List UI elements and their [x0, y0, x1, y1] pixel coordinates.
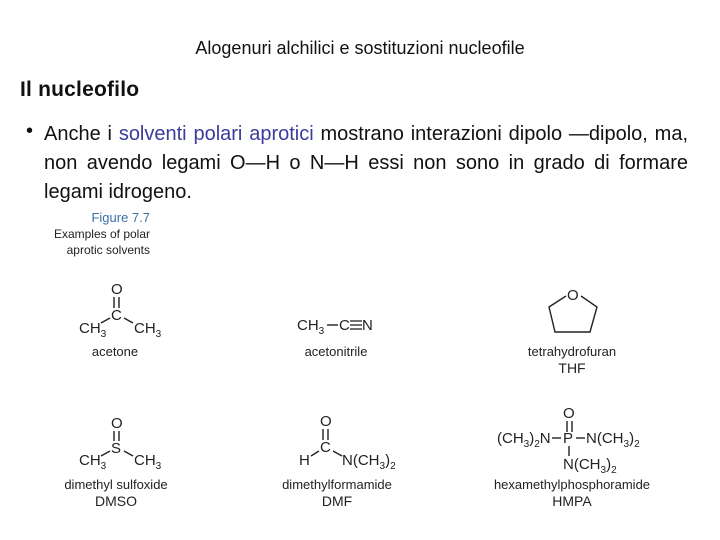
thf-abbreviation: THF — [558, 360, 586, 376]
section-heading: Il nucleofilo — [20, 78, 140, 101]
dmf-dimethylamino: $N(CH_3)_2$ — [342, 452, 396, 472]
bullet-text-part1: Anche i — [44, 123, 119, 145]
dmf-hydrogen: H — [299, 452, 310, 469]
bullet-marker: • — [26, 120, 34, 142]
bullet-highlight: solventi polari aprotici — [118, 123, 314, 145]
thf-label: tetrahydrofuran — [527, 344, 617, 359]
dmf-structure — [282, 413, 396, 509]
hmpa-structure — [494, 405, 650, 509]
dmf-abbreviation: DMF — [321, 493, 353, 509]
hmpa-label: hexamethylphosphoramide — [493, 477, 651, 492]
hmpa-bottom-dimethylamino: $N(CH_3)_2$ — [563, 456, 617, 476]
slide-title: Alogenuri alchilici e sostituzioni nucleofile — [195, 38, 525, 58]
acetone-label: acetone — [91, 344, 139, 359]
figure-number: Figure 7.7 — [91, 210, 150, 225]
thf-oxygen: O — [567, 287, 579, 304]
acetone-methyl-right: $CH_3$ — [134, 320, 162, 340]
acetone-carbon: C — [111, 307, 122, 324]
acetonitrile-carbon: C — [339, 317, 350, 334]
dmso-label: dimethyl sulfoxide — [64, 477, 168, 492]
dmso-methyl-right: $CH_3$ — [134, 452, 162, 472]
acetonitrile-structure — [297, 317, 373, 359]
hmpa-left-dimethylamino: $(CH_3)_2N$ — [497, 430, 551, 450]
acetonitrile-methyl: $CH_3$ — [297, 317, 325, 337]
figure-description: Examples of polar aprotic solvents — [53, 227, 150, 257]
acetonitrile-nitrogen: N — [362, 317, 373, 334]
dmso-sulfur: S — [111, 440, 122, 457]
hmpa-oxygen: O — [563, 405, 575, 422]
acetonitrile-label: acetonitrile — [304, 344, 368, 359]
acetone-oxygen: O — [111, 281, 123, 298]
thf-structure — [528, 287, 616, 376]
dmso-methyl-left: $CH_3$ — [79, 452, 107, 472]
dmf-carbon: C — [320, 439, 331, 456]
dmf-label: dimethylformamide — [282, 477, 392, 492]
dmso-oxygen: O — [111, 415, 123, 432]
dmf-oxygen: O — [320, 413, 332, 430]
bullet-text-part2: mostrano interazioni dipolo —dipolo, ma, non avendo legami O—H o N—H essi non sono in grado di formare legami idrogeno. — [44, 123, 688, 203]
acetone-structure — [79, 281, 162, 359]
hmpa-phosphorus: P — [563, 430, 574, 447]
hmpa-abbreviation: HMPA — [552, 493, 592, 509]
dmso-abbreviation: DMSO — [95, 493, 137, 509]
acetone-methyl-left: $CH_3$ — [79, 320, 107, 340]
dmso-structure — [64, 415, 167, 509]
hmpa-right-dimethylamino: $N(CH_3)_2$ — [586, 430, 640, 450]
